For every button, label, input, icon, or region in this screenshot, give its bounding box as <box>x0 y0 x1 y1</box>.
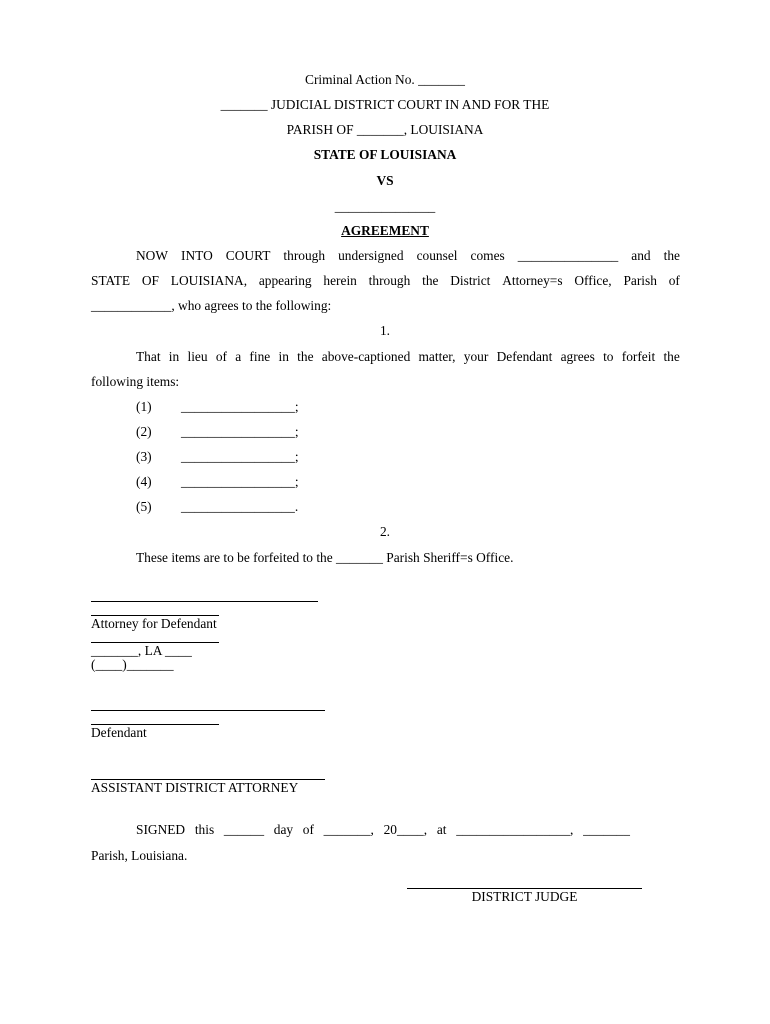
word: of <box>302 822 314 837</box>
attorney-signature-line <box>91 601 318 602</box>
parish-line: PARISH OF _______, LOUISIANA <box>286 122 484 137</box>
list-item-blank: _________________. <box>181 499 299 514</box>
word: That <box>136 349 161 364</box>
word: your <box>463 349 489 364</box>
word: agrees <box>560 349 595 364</box>
section-2-paragraph: These items are to be forfeited to the _______ Parish Sheriff=s Office. <box>136 550 514 565</box>
attorney-label: Attorney for Defendant <box>91 616 217 631</box>
signed-clause-line-1 <box>136 822 630 838</box>
word: the <box>663 349 680 364</box>
criminal-action-number: Criminal Action No. _______ <box>305 72 465 87</box>
word: and <box>631 248 651 263</box>
list-item-number: (4) <box>136 474 152 489</box>
word: Defendant <box>496 349 553 364</box>
section-1-number: 1. <box>379 323 391 338</box>
section-2-number: 2. <box>379 524 391 539</box>
defendant-signature-line <box>91 710 325 711</box>
word: 20____, <box>383 822 428 837</box>
word: at <box>436 822 447 837</box>
word: SIGNED <box>136 822 186 837</box>
word: a <box>235 349 242 364</box>
word: through <box>283 248 326 263</box>
judge-label: DISTRICT JUDGE <box>471 889 578 904</box>
intro-paragraph-line-2 <box>91 273 680 289</box>
word: matter, <box>418 349 456 364</box>
word: fine <box>249 349 271 364</box>
attorney-phone: (____)_______ <box>91 657 174 672</box>
word: the <box>297 349 314 364</box>
list-item-blank: _________________; <box>181 399 299 414</box>
word: _______ <box>583 822 630 837</box>
word: INTO <box>181 248 213 263</box>
vs-heading: VS <box>376 173 394 188</box>
signed-clause-line-2: Parish, Louisiana. <box>91 848 188 863</box>
list-item-number: (2) <box>136 424 152 439</box>
word: Parish <box>623 273 657 288</box>
defendant-label: Defendant <box>91 725 147 740</box>
list-item-blank: _________________; <box>181 474 299 489</box>
word: in <box>168 349 180 364</box>
word: District <box>450 273 491 288</box>
word: day <box>273 822 294 837</box>
word: the <box>422 273 439 288</box>
list-item-blank: _________________; <box>181 424 299 439</box>
court-line: _______ JUDICIAL DISTRICT COURT IN AND FOR THE <box>220 97 550 112</box>
word: LOUISIANA, <box>170 273 248 288</box>
attorney-city-state: _______, LA ____ <box>91 643 192 658</box>
word: forfeit <box>621 349 656 364</box>
document-title: AGREEMENT <box>341 223 429 238</box>
section-1-paragraph-line-1 <box>136 349 680 365</box>
word: lieu <box>187 349 208 364</box>
word: STATE <box>91 273 131 288</box>
word: of <box>215 349 227 364</box>
intro-paragraph-line-1 <box>136 248 680 264</box>
word: NOW <box>136 248 168 263</box>
intro-paragraph-line-3: ____________, who agrees to the following: <box>91 298 332 313</box>
state-heading: STATE OF LOUISIANA <box>313 147 457 162</box>
word: ______ <box>223 822 265 837</box>
word: COURT <box>225 248 271 263</box>
word: to <box>603 349 614 364</box>
ada-label: ASSISTANT DISTRICT ATTORNEY <box>91 780 299 795</box>
word: herein <box>323 273 357 288</box>
word: _________________, <box>456 822 574 837</box>
word: through <box>368 273 411 288</box>
word: above-captioned <box>321 349 411 364</box>
word: appearing <box>258 273 312 288</box>
word: the <box>663 248 680 263</box>
word: of <box>668 273 680 288</box>
list-item-number: (5) <box>136 499 152 514</box>
word: in <box>278 349 289 364</box>
list-item-number: (1) <box>136 399 152 414</box>
defendant-name-blank: _______________ <box>334 199 436 214</box>
word: _______________ <box>517 248 619 263</box>
word: Attorney=s <box>502 273 563 288</box>
list-item-blank: _________________; <box>181 449 299 464</box>
word: Office, <box>574 273 612 288</box>
word: _______, <box>323 822 374 837</box>
word: undersigned <box>338 248 404 263</box>
word: comes <box>470 248 505 263</box>
word: OF <box>141 273 160 288</box>
word: this <box>194 822 215 837</box>
word: counsel <box>416 248 458 263</box>
section-1-paragraph-line-2: following items: <box>91 374 180 389</box>
list-item-number: (3) <box>136 449 152 464</box>
